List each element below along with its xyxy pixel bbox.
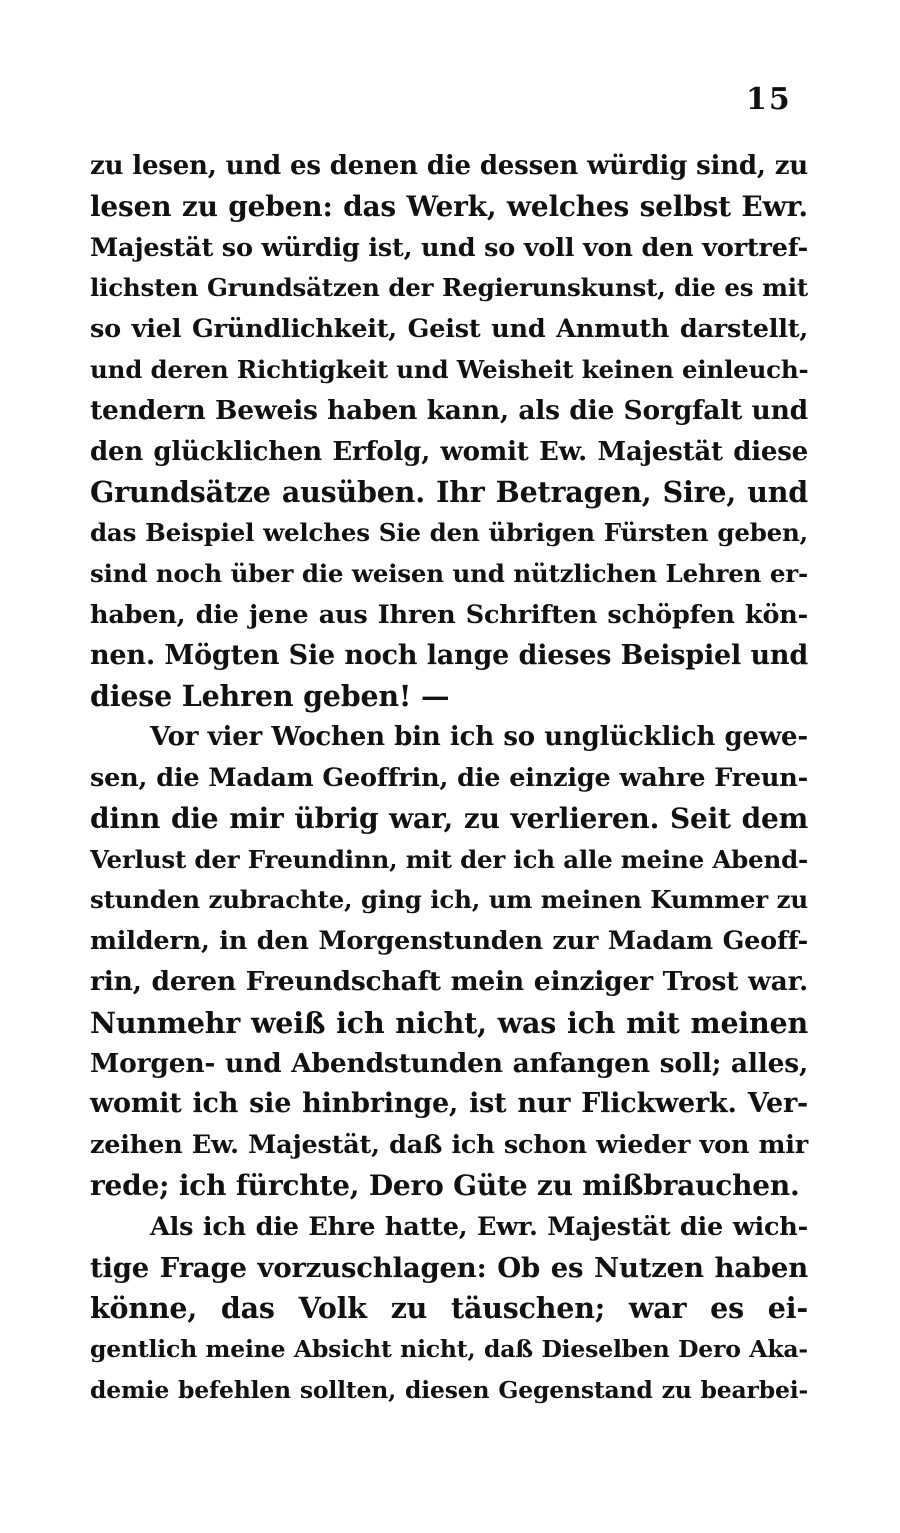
text-line: Als ich die Ehre hatte, Ewr. Majestät die wich-	[150, 1211, 808, 1242]
text-line: sind noch über die weisen und nützlichen Lehren er-	[90, 558, 808, 588]
text-line: Grundsätze ausüben. Ihr Betragen, Sire, und	[90, 475, 808, 510]
text-line: und deren Richtigkeit und Weisheit keinen einleuch-	[90, 354, 809, 384]
text-line: lesen zu geben: das Werk, welches selbst Ewr.	[90, 189, 808, 223]
text-line: rede; ich fürchte, Dero Güte zu mißbrauchen.	[90, 1168, 800, 1202]
text-line: haben, die jene aus Ihren Schriften schöpfen kön-	[90, 599, 808, 630]
text-line: Nunmehr weiß ich nicht, was ich mit meinen	[90, 1005, 808, 1040]
page-number: 15	[746, 82, 792, 117]
text-line: Vor vier Wochen bin ich so unglücklich gewe-	[150, 722, 808, 753]
text-line: rin, deren Freundschaft mein einziger Trost war.	[90, 965, 808, 997]
text-line: könne, das Volk zu täuschen; war es ei-	[90, 1291, 808, 1326]
text-line: nen. Mögten Sie noch lange dieses Beispiel und	[90, 639, 808, 671]
text-line: stunden zubrachte, ging ich, um meinen Kummer zu	[90, 885, 808, 915]
text-line: gentlich meine Absicht nicht, daß Dieselben Dero Aka-	[90, 1335, 808, 1364]
text-line: womit ich sie hinbringe, ist nur Flickwerk. Ver-	[90, 1088, 808, 1120]
text-line: zu lesen, und es denen die dessen würdig sind, zu	[90, 151, 808, 181]
body-text	[90, 146, 808, 1411]
text-line: so viel Gründlichkeit, Geist und Anmuth darstellt,	[90, 314, 808, 345]
text-line: den glücklichen Erfolg, womit Ew. Majestät diese	[90, 436, 808, 467]
text-line: mildern, in den Morgenstunden zur Madam Geoff-	[90, 926, 808, 957]
text-line: sen, die Madam Geoffrin, die einzige wahre Freun-	[90, 762, 808, 793]
text-line: Majestät so würdig ist, und so voll von den vortref-	[90, 232, 808, 263]
text-line: Verlust der Freundinn, mit der ich alle meine Abend-	[90, 844, 808, 874]
text-line: demie befehlen sollten, diesen Gegenstand zu bearbei-	[90, 1375, 808, 1404]
text-line: Morgen- und Abendstunden anfangen soll; alles,	[90, 1047, 808, 1079]
text-line: tendern Beweis haben kann, als die Sorgfalt und	[90, 394, 808, 426]
text-line: zeihen Ew. Majestät, daß ich schon wieder von mir	[90, 1130, 808, 1161]
text-line: das Beispiel welches Sie den übrigen Fürsten geben,	[90, 518, 808, 548]
text-line: dinn die mir übrig war, zu verlieren. Seit dem	[90, 801, 808, 835]
text-line: tige Frage vorzuschlagen: Ob es Nutzen haben	[90, 1251, 808, 1284]
text-line: lichsten Grundsätzen der Regierunskunst, die es mit	[90, 273, 808, 303]
text-line: diese Lehren geben! —	[90, 679, 450, 714]
